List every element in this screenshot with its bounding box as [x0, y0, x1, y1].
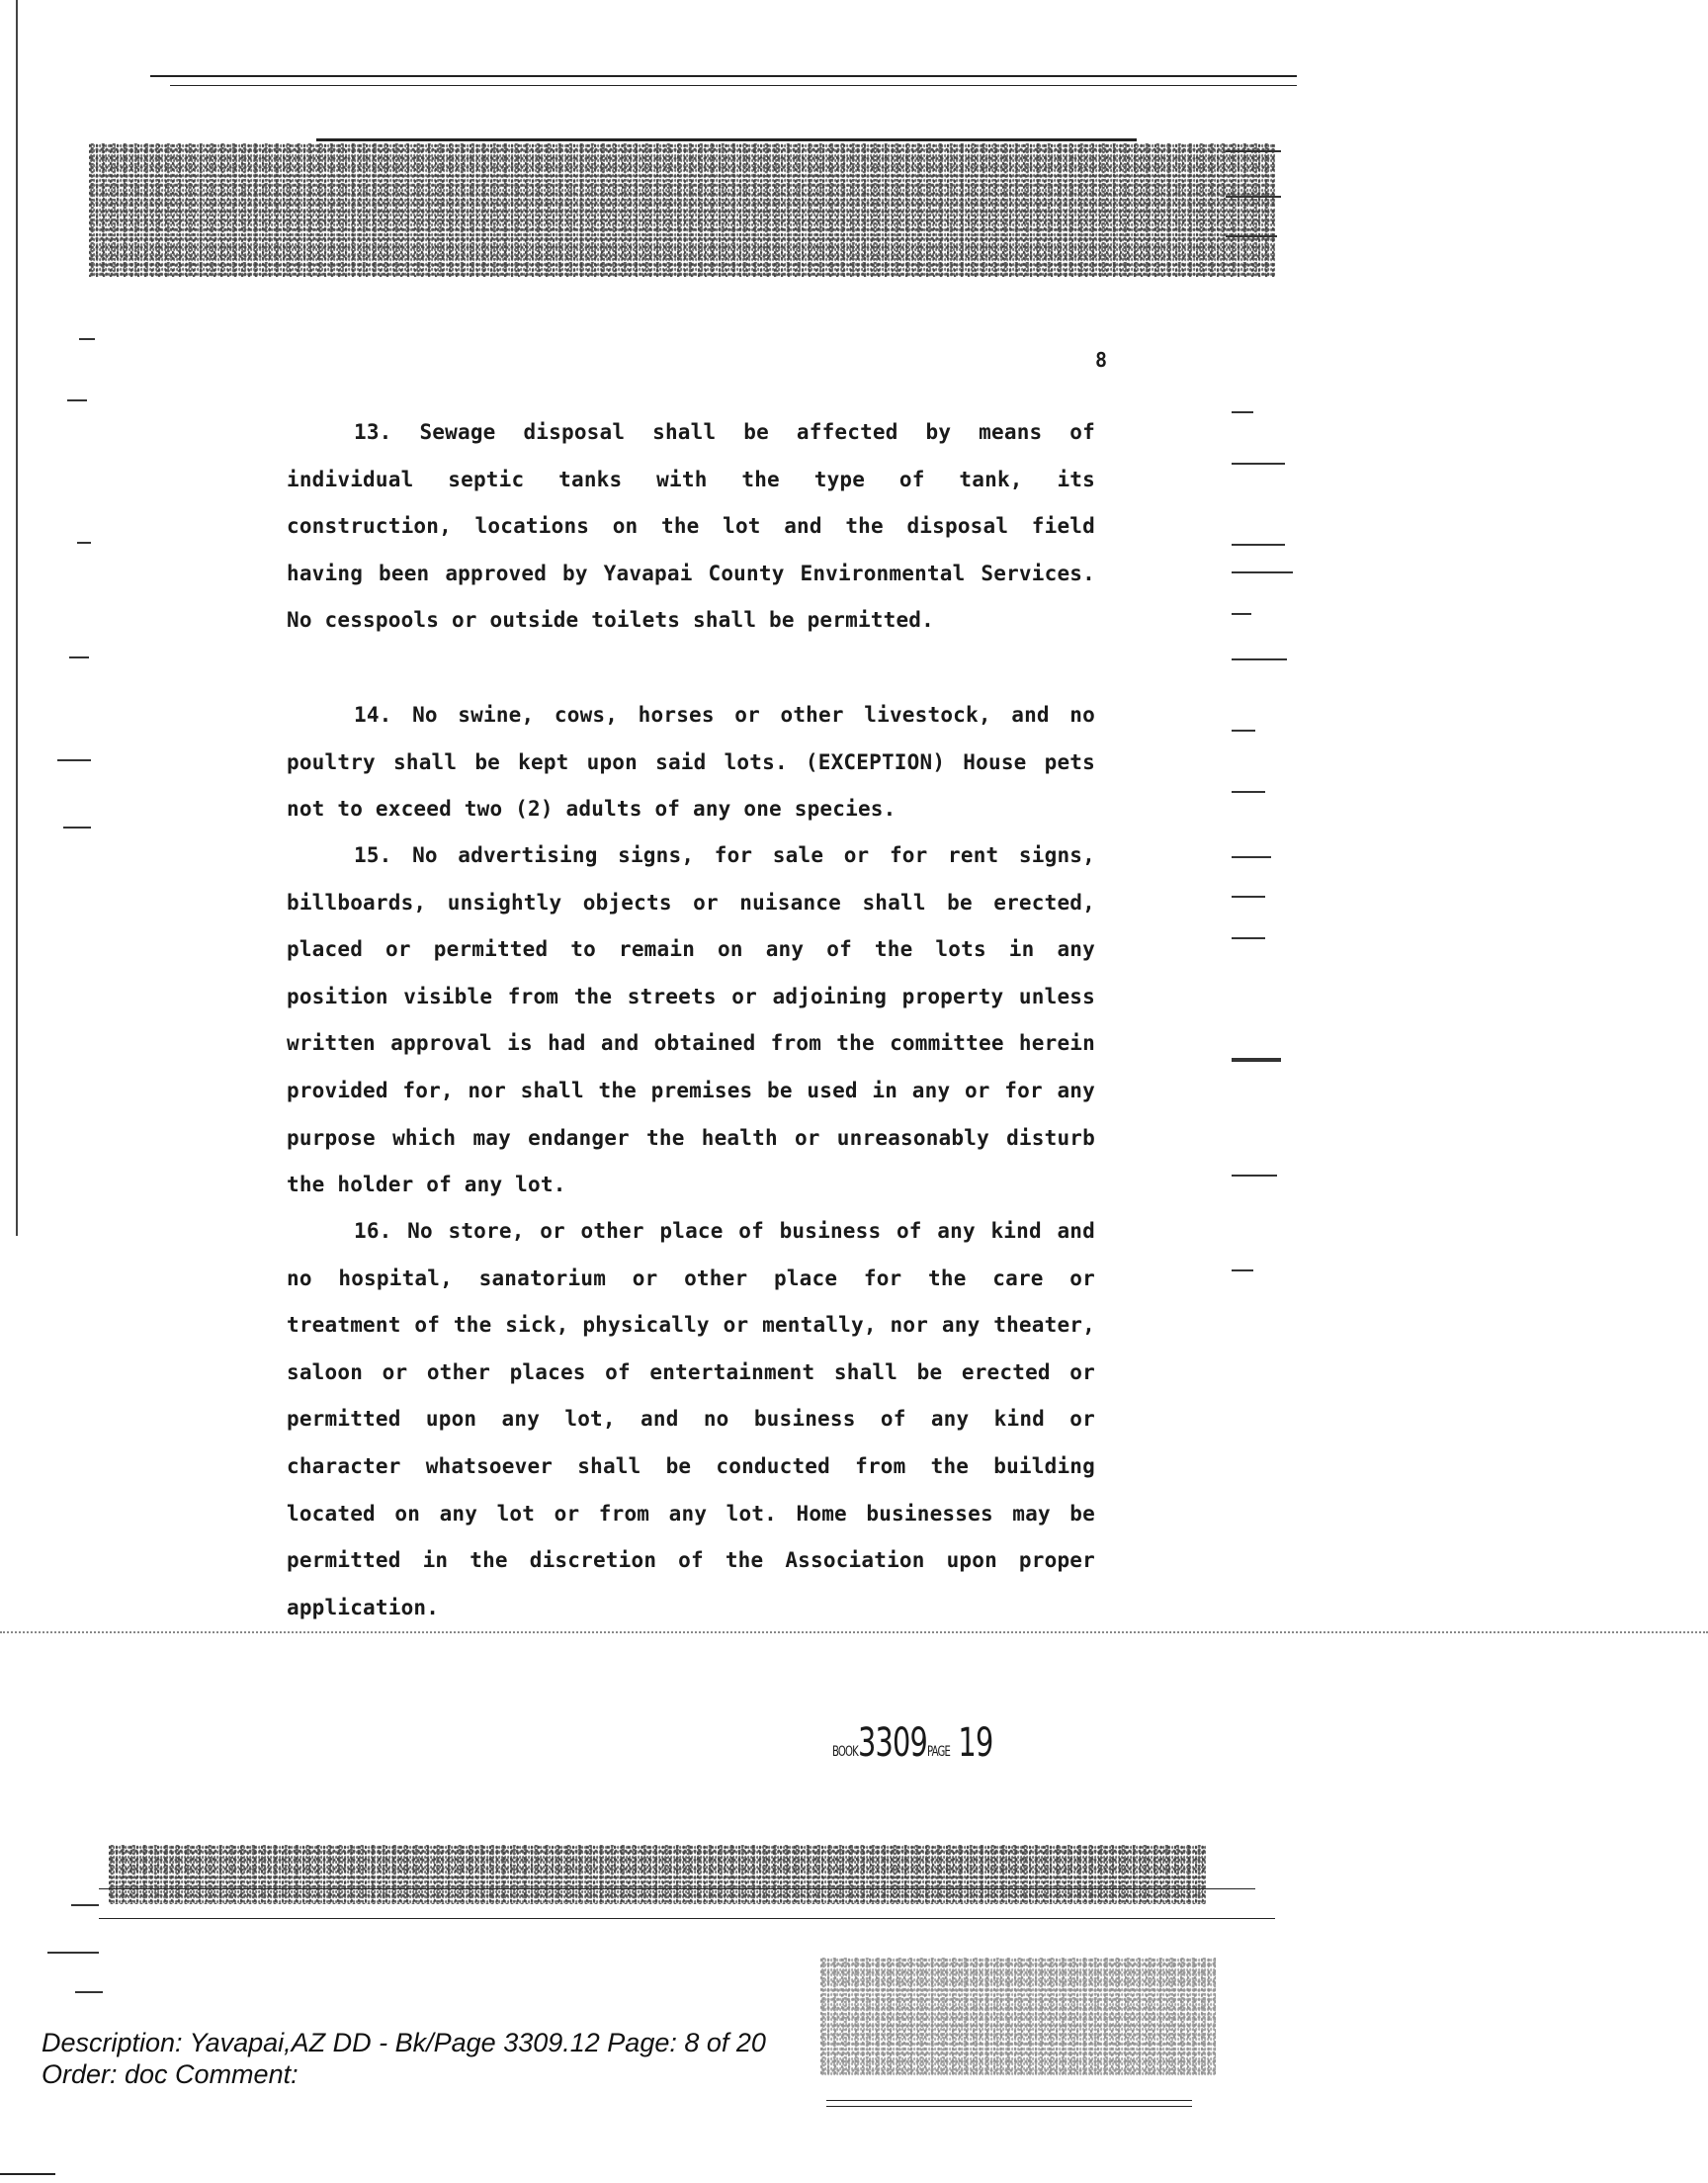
margin-tick — [1232, 463, 1285, 465]
margin-tick — [1232, 856, 1271, 858]
page-label: PAGE — [927, 1744, 951, 1760]
book-number: 3309 — [857, 1720, 928, 1766]
margin-tick — [67, 399, 87, 401]
paragraph-13: 13. Sewage disposal shall be affected by means of individual septic tanks with the type of tank, its construction, locations on the lot and the disposal field having been approved by Yavapai County Environmental Services. No cesspools or outside toilets shall be permitted. — [287, 420, 1095, 633]
bottom-rule-2 — [99, 1918, 1275, 1919]
margin-tick — [57, 759, 91, 761]
bottom-noise-band — [109, 1845, 1206, 1904]
dotted-separator — [0, 1631, 1708, 1633]
margin-tick — [63, 827, 91, 829]
margin-tick — [1232, 730, 1255, 732]
bottom-right-noise — [820, 1958, 1216, 2076]
page-number: 8 — [1095, 348, 1108, 372]
top-noise-band — [89, 143, 1275, 277]
margin-tick — [1232, 658, 1287, 660]
top-rule-2 — [170, 85, 1297, 86]
margin-tick — [71, 1904, 99, 1906]
margin-tick — [1232, 1269, 1253, 1271]
margin-tick — [69, 656, 89, 658]
margin-tick — [75, 1991, 103, 1993]
margin-tick — [1232, 896, 1265, 898]
footer-rule-2 — [826, 2106, 1192, 2107]
margin-tick — [1226, 150, 1281, 152]
margin-tick — [1226, 235, 1277, 237]
margin-tick — [47, 1952, 99, 1954]
margin-tick — [1232, 613, 1251, 615]
top-rule — [150, 75, 1297, 77]
margin-tick — [1232, 571, 1293, 573]
footer-order: Order: doc Comment: — [42, 2059, 299, 2089]
margin-tick — [1232, 1175, 1277, 1177]
paragraph-14: 14. No swine, cows, horses or other livestock, and no poultry shall be kept upon said lots. (EXCEPTION) House pets not to exceed two (2) adults of any one species. — [287, 703, 1095, 822]
paragraph-16: 16. No store, or other place of business of any kind and no hospital, sanatorium or other place for the care or treatment of the sick, physically or mentally, nor any theater, saloon or other places of entertainment shall be erected or permitted upon any lot, and no business of any kind or character whatsoever shall be conducted from the building located on any lot or from any lot. Home businesses may be permitted in the discretion of the Association upon proper application. — [287, 1219, 1095, 1619]
bottom-rule — [99, 1888, 1255, 1889]
bottom-edge-line — [0, 2173, 55, 2175]
top-rule-3 — [316, 138, 1137, 141]
footer-rule — [826, 2100, 1192, 2101]
margin-tick — [77, 542, 91, 544]
left-edge-line — [16, 0, 18, 1236]
margin-tick — [1232, 1058, 1281, 1062]
margin-tick — [79, 338, 95, 340]
margin-tick — [1226, 196, 1281, 198]
margin-tick — [1232, 544, 1285, 546]
book-label: BOOK — [832, 1744, 858, 1760]
paragraph-15: 15. No advertising signs, for sale or for rent signs, billboards, unsightly objects or nuisance shall be erected, placed or permitted to remain on any of the lots in any position visible from the streets or adjoining property unless written approval is had and obtained from the committee herein provided for, nor shall the premises be used in any or for any purpose which may endanger the health or unreasonably disturb the holder of any lot. — [287, 843, 1095, 1197]
margin-tick — [1232, 791, 1265, 793]
book-page-stamp — [832, 1720, 992, 1766]
stamp-page-number: 19 — [958, 1720, 993, 1766]
margin-tick — [1232, 937, 1265, 939]
footer-description: Description: Yavapai,AZ DD - Bk/Page 3309.12 Page: 8 of 20 — [42, 2028, 766, 2057]
margin-tick — [1232, 411, 1253, 413]
